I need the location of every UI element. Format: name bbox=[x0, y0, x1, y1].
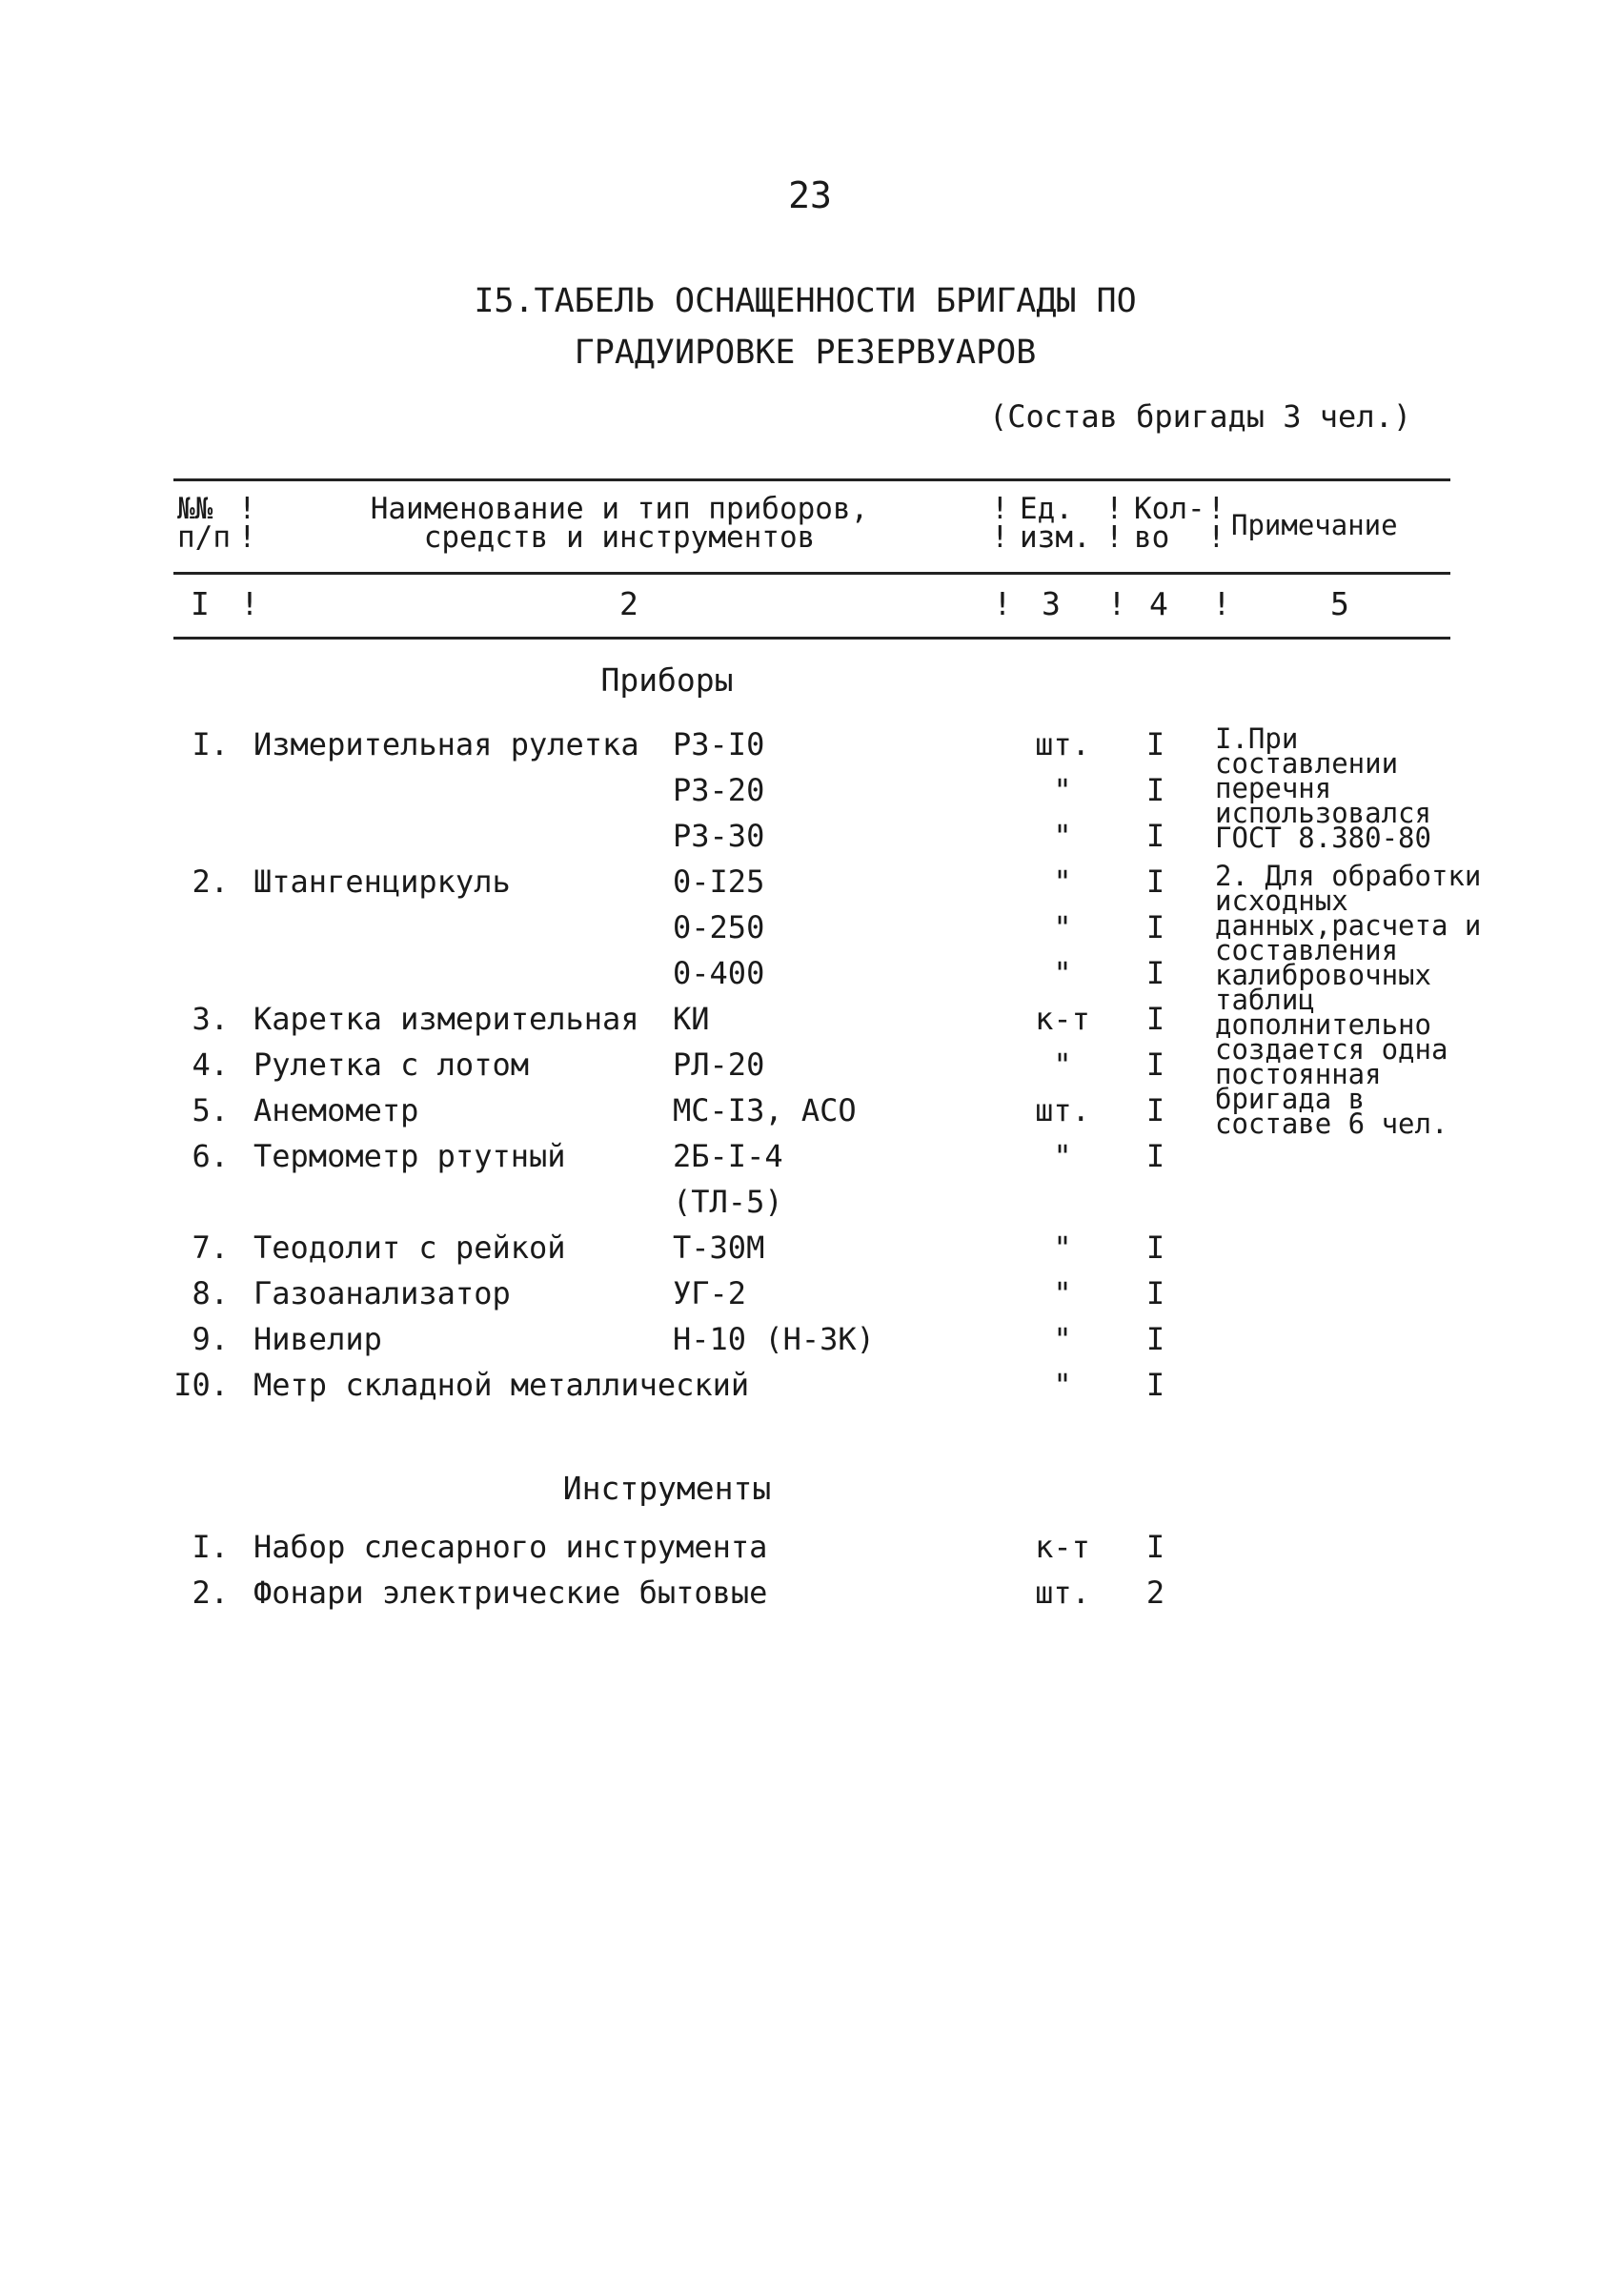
row-number: 9. bbox=[192, 1321, 229, 1357]
row-quantity: I bbox=[1145, 909, 1165, 945]
row-type: РЗ-30 bbox=[673, 818, 765, 854]
row-type: УГ-2 bbox=[673, 1275, 747, 1311]
row-unit: шт. bbox=[1035, 1575, 1090, 1611]
row-number: 2. bbox=[192, 864, 229, 900]
column-number-5: 5 bbox=[1330, 585, 1349, 622]
row-unit: " bbox=[1053, 818, 1072, 854]
header-col-name: Наименование и тип приборов, средств и инструментов bbox=[370, 492, 869, 555]
brigade-composition-note: (Состав бригады 3 чел.) bbox=[989, 398, 1412, 435]
note-2: 2. Для обработки исходных данных,расчета и составления калибровочных таблиц дополнительно создается одна постоянная бригада в составе 6 чел. bbox=[1215, 860, 1482, 1140]
header-bottom-rule bbox=[173, 572, 1450, 575]
note-1: I.При составлении перечня использовался ГОСТ 8.380-80 bbox=[1215, 722, 1431, 854]
row-number: 7. bbox=[192, 1229, 229, 1266]
page-title-line-1: I5.ТАБЕЛЬ ОСНАЩЕННОСТИ БРИГАДЫ ПО bbox=[474, 282, 1137, 320]
row-type: МС-I3, АСО bbox=[673, 1092, 857, 1128]
table-row bbox=[0, 1184, 1620, 1229]
row-quantity: I bbox=[1145, 772, 1165, 808]
row-quantity: 2 bbox=[1145, 1575, 1165, 1611]
table-row bbox=[0, 1529, 1620, 1575]
row-name: Метр складной металлический bbox=[253, 1367, 750, 1403]
row-type: 0-400 bbox=[673, 955, 765, 991]
row-number: 5. bbox=[192, 1092, 229, 1128]
row-type: (ТЛ-5) bbox=[673, 1184, 783, 1220]
row-name: Набор слесарного инструмента bbox=[253, 1529, 768, 1565]
row-name: Рулетка с лотом bbox=[253, 1046, 529, 1083]
row-unit: " bbox=[1053, 1138, 1072, 1174]
column-separator: ! bbox=[240, 585, 259, 622]
row-quantity: I bbox=[1145, 955, 1165, 991]
row-type: Н-10 (Н-3К) bbox=[673, 1321, 875, 1357]
header-separator: ! ! bbox=[991, 492, 1009, 555]
row-unit: " bbox=[1053, 1229, 1072, 1266]
row-name: Термометр ртутный bbox=[253, 1138, 566, 1174]
row-number: 6. bbox=[192, 1138, 229, 1174]
column-separator: ! bbox=[993, 585, 1012, 622]
row-number: I0. bbox=[173, 1367, 229, 1403]
column-number-3: 3 bbox=[1042, 585, 1061, 622]
row-unit: шт. bbox=[1035, 1092, 1090, 1128]
row-quantity: I bbox=[1145, 1092, 1165, 1128]
row-quantity: I bbox=[1145, 1529, 1165, 1565]
row-name: Теодолит с рейкой bbox=[253, 1229, 566, 1266]
page-title-line-2: ГРАДУИРОВКЕ РЕЗЕРВУАРОВ bbox=[574, 334, 1037, 372]
row-name: Нивелир bbox=[253, 1321, 382, 1357]
row-unit: " bbox=[1053, 1046, 1072, 1083]
row-name: Каретка измерительная bbox=[253, 1001, 639, 1037]
row-type: РЛ-20 bbox=[673, 1046, 765, 1083]
row-name: Фонари электрические бытовые bbox=[253, 1575, 768, 1611]
row-unit: шт. bbox=[1035, 726, 1090, 762]
row-quantity: I bbox=[1145, 1367, 1165, 1403]
column-number-4: 4 bbox=[1149, 585, 1168, 622]
header-col-unit: Ед. изм. bbox=[1020, 492, 1091, 555]
row-quantity: I bbox=[1145, 1138, 1165, 1174]
header-col-number: №№ п/п bbox=[177, 492, 231, 555]
row-type: 2Б-I-4 bbox=[673, 1138, 783, 1174]
row-number: 4. bbox=[192, 1046, 229, 1083]
table-top-rule bbox=[173, 478, 1450, 481]
row-number: 3. bbox=[192, 1001, 229, 1037]
column-number-1: I bbox=[191, 585, 210, 622]
column-numbers-rule bbox=[173, 637, 1450, 640]
row-quantity: I bbox=[1145, 1275, 1165, 1311]
page-number: 23 bbox=[788, 174, 832, 216]
row-quantity: I bbox=[1145, 818, 1165, 854]
row-quantity: I bbox=[1145, 1321, 1165, 1357]
row-unit: к-т bbox=[1035, 1529, 1090, 1565]
row-type: РЗ-I0 bbox=[673, 726, 765, 762]
row-unit: " bbox=[1053, 909, 1072, 945]
row-quantity: I bbox=[1145, 1001, 1165, 1037]
row-quantity: I bbox=[1145, 864, 1165, 900]
table-row bbox=[0, 1138, 1620, 1184]
table-row bbox=[0, 1575, 1620, 1620]
row-type: Т-30М bbox=[673, 1229, 765, 1266]
table-row bbox=[0, 1229, 1620, 1275]
row-unit: " bbox=[1053, 1367, 1072, 1403]
row-type: КИ bbox=[673, 1001, 710, 1037]
row-number: I. bbox=[192, 726, 229, 762]
row-name: Газоанализатор bbox=[253, 1275, 511, 1311]
row-name: Анемометр bbox=[253, 1092, 419, 1128]
row-type: РЗ-20 bbox=[673, 772, 765, 808]
table-row bbox=[0, 1321, 1620, 1367]
header-separator: ! ! bbox=[1207, 492, 1225, 555]
table-row bbox=[0, 1367, 1620, 1412]
column-separator: ! bbox=[1212, 585, 1231, 622]
header-col-quantity: Кол- во bbox=[1134, 492, 1205, 555]
row-quantity: I bbox=[1145, 726, 1165, 762]
row-unit: к-т bbox=[1035, 1001, 1090, 1037]
row-name: Штангенциркуль bbox=[253, 864, 511, 900]
section-title-devices: Приборы bbox=[600, 661, 734, 699]
row-unit: " bbox=[1053, 1275, 1072, 1311]
column-number-2: 2 bbox=[619, 585, 638, 622]
table-row bbox=[0, 1275, 1620, 1321]
row-type: 0-250 bbox=[673, 909, 765, 945]
row-quantity: I bbox=[1145, 1229, 1165, 1266]
header-col-note: Примечание bbox=[1231, 509, 1398, 541]
header-separator: ! ! bbox=[1105, 492, 1124, 555]
header-separator: ! ! bbox=[238, 492, 256, 555]
row-type: 0-I25 bbox=[673, 864, 765, 900]
row-unit: " bbox=[1053, 864, 1072, 900]
row-number: I. bbox=[192, 1529, 229, 1565]
row-number: 2. bbox=[192, 1575, 229, 1611]
row-number: 8. bbox=[192, 1275, 229, 1311]
row-name: Измерительная рулетка bbox=[253, 726, 639, 762]
section-title-tools: Инструменты bbox=[562, 1470, 772, 1507]
column-separator: ! bbox=[1107, 585, 1126, 622]
row-unit: " bbox=[1053, 955, 1072, 991]
row-unit: " bbox=[1053, 1321, 1072, 1357]
row-unit: " bbox=[1053, 772, 1072, 808]
row-quantity: I bbox=[1145, 1046, 1165, 1083]
